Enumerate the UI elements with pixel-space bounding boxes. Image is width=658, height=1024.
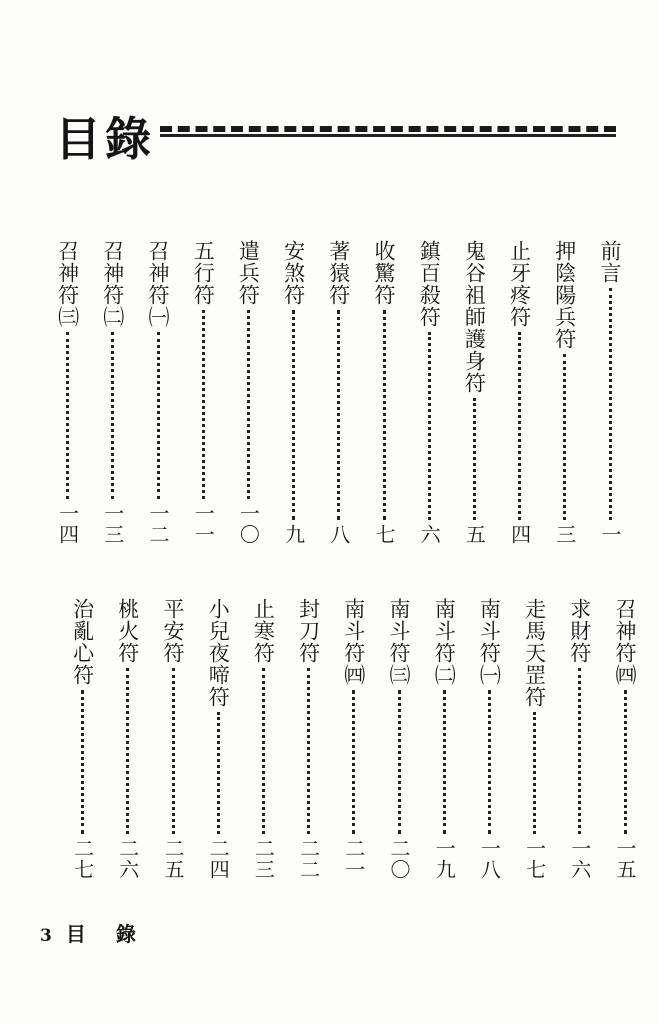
toc-entry-page: 八 xyxy=(326,524,351,545)
toc-entry-title: 召神符㈠ xyxy=(146,240,170,328)
toc-entry-title: 南斗符㈢ xyxy=(387,598,411,686)
footer-page-number: 3 xyxy=(40,926,52,946)
page-title: 目錄 xyxy=(55,112,155,166)
dot-leader xyxy=(488,690,491,834)
dot-leader xyxy=(578,668,581,834)
dot-leader xyxy=(383,310,386,520)
dot-leader xyxy=(398,690,401,834)
toc-entry-title: 走馬天罡符 xyxy=(522,598,547,708)
toc-top-section xyxy=(0,240,658,545)
dot-leader xyxy=(66,332,69,499)
dot-leader xyxy=(262,668,265,834)
toc-entry-title: 治亂心符 xyxy=(70,598,95,686)
toc-entry[interactable] xyxy=(70,598,96,880)
toc-entry-page: 三 xyxy=(552,524,577,545)
toc-entry-page: 一〇 xyxy=(236,503,261,545)
toc-entry[interactable] xyxy=(341,598,367,880)
toc-entry-title: 止寒符 xyxy=(251,598,276,664)
toc-entry[interactable] xyxy=(281,240,307,545)
toc-entry-title: 遣兵符 xyxy=(236,240,261,306)
dot-leader xyxy=(247,310,250,499)
toc-entry[interactable] xyxy=(597,240,623,545)
toc-entry-title: 封刀符 xyxy=(296,598,321,664)
toc-entry[interactable] xyxy=(567,598,593,880)
toc-entry-page: 一二 xyxy=(146,503,170,545)
toc-entry-page: 九 xyxy=(281,524,306,545)
toc-entry-title: 鎮百殺符 xyxy=(417,240,442,328)
toc-entry[interactable] xyxy=(522,598,548,880)
toc-entry[interactable] xyxy=(250,598,276,880)
toc-entry[interactable] xyxy=(115,598,141,880)
toc-entry-page: 五 xyxy=(462,524,487,545)
toc-entry-title: 桃火符 xyxy=(115,598,140,664)
toc-entry[interactable] xyxy=(416,240,442,545)
title-rule-underline xyxy=(160,134,616,137)
toc-entry-page: 一一 xyxy=(191,503,216,545)
toc-entry-title: 著猿符 xyxy=(326,240,351,306)
toc-entry[interactable] xyxy=(145,240,171,545)
dot-leader xyxy=(292,310,295,520)
toc-entry-title: 南斗符㈣ xyxy=(341,598,366,686)
toc-entry-page: 一五 xyxy=(613,838,637,880)
toc-entry-title: 南斗符㈡ xyxy=(432,598,457,686)
footer-label: 目錄 xyxy=(65,922,166,946)
toc-entry[interactable] xyxy=(476,598,502,880)
toc-entry-title: 平安符 xyxy=(161,598,185,664)
dot-leader xyxy=(518,332,521,520)
toc-entry-page: 二五 xyxy=(161,838,185,880)
toc-entry-page: 二六 xyxy=(115,838,140,880)
toc-entry-page: 七 xyxy=(372,524,396,545)
toc-entry-title: 召神符㈡ xyxy=(100,240,125,328)
toc-entry[interactable] xyxy=(552,240,578,545)
toc-entry[interactable] xyxy=(235,240,261,545)
toc-entry[interactable] xyxy=(100,240,126,545)
dot-leader xyxy=(157,332,160,499)
toc-entry-page: 一 xyxy=(598,524,622,545)
page-footer xyxy=(40,918,166,947)
toc-entry[interactable] xyxy=(371,240,397,545)
toc-entry-page: 二三 xyxy=(251,838,276,880)
toc-entry[interactable] xyxy=(190,240,216,545)
toc-entry-page: 二四 xyxy=(206,838,231,880)
toc-entry[interactable] xyxy=(431,598,457,880)
toc-entry[interactable] xyxy=(55,240,81,545)
dot-leader xyxy=(217,712,220,834)
dot-leader xyxy=(428,332,431,520)
toc-entry-page: 二一 xyxy=(341,838,366,880)
dot-leader xyxy=(172,668,175,834)
dot-leader xyxy=(81,690,84,834)
dot-leader xyxy=(533,712,536,834)
toc-entry-title: 召神符㈣ xyxy=(613,598,637,686)
toc-entry-title: 小兒夜啼符 xyxy=(206,598,231,708)
toc-entry[interactable] xyxy=(386,598,412,880)
toc-bottom-section xyxy=(0,598,658,880)
toc-entry[interactable] xyxy=(461,240,487,545)
dot-leader xyxy=(307,668,310,834)
toc-entry[interactable] xyxy=(507,240,533,545)
toc-entry-page: 一三 xyxy=(100,503,125,545)
toc-entry-page: 一八 xyxy=(477,838,502,880)
dot-leader xyxy=(352,690,355,834)
toc-entry[interactable] xyxy=(296,598,322,880)
toc-entry-title: 召神符㈢ xyxy=(55,240,80,328)
toc-entry-title: 押陰陽兵符 xyxy=(552,240,577,350)
toc-entry-title: 前言 xyxy=(598,240,622,284)
title-rule xyxy=(160,126,616,132)
dot-leader xyxy=(473,398,476,520)
toc-entry-page: 四 xyxy=(507,524,532,545)
toc-entry[interactable] xyxy=(326,240,352,545)
toc-entry[interactable] xyxy=(612,598,638,880)
toc-entry-page: 二七 xyxy=(70,838,95,880)
toc-entry[interactable] xyxy=(160,598,186,880)
toc-entry-title: 安煞符 xyxy=(281,240,306,306)
toc-entry-title: 南斗符㈠ xyxy=(477,598,502,686)
dot-leader xyxy=(126,668,129,834)
dot-leader xyxy=(111,332,114,499)
toc-entry-title: 五行符 xyxy=(191,240,216,306)
toc-entry[interactable] xyxy=(205,598,231,880)
toc-entry-title: 求財符 xyxy=(567,598,592,664)
toc-entry-page: 一六 xyxy=(567,838,592,880)
toc-entry-page: 一七 xyxy=(522,838,547,880)
toc-entry-title: 止牙疼符 xyxy=(507,240,532,328)
toc-entry-title: 收驚符 xyxy=(372,240,396,306)
toc-entry-page: 二二 xyxy=(296,838,321,880)
toc-entry-page: 一九 xyxy=(432,838,457,880)
dot-leader xyxy=(337,310,340,520)
dot-leader xyxy=(202,310,205,499)
toc-entry-title: 鬼谷祖師護身符 xyxy=(462,240,487,394)
toc-entry-page: 六 xyxy=(417,524,442,545)
toc-entry-page: 一四 xyxy=(55,503,80,545)
toc-entry-page: 二〇 xyxy=(387,838,411,880)
dot-leader xyxy=(563,354,566,520)
dot-leader xyxy=(609,288,612,520)
dot-leader xyxy=(624,690,627,834)
dot-leader xyxy=(443,690,446,834)
